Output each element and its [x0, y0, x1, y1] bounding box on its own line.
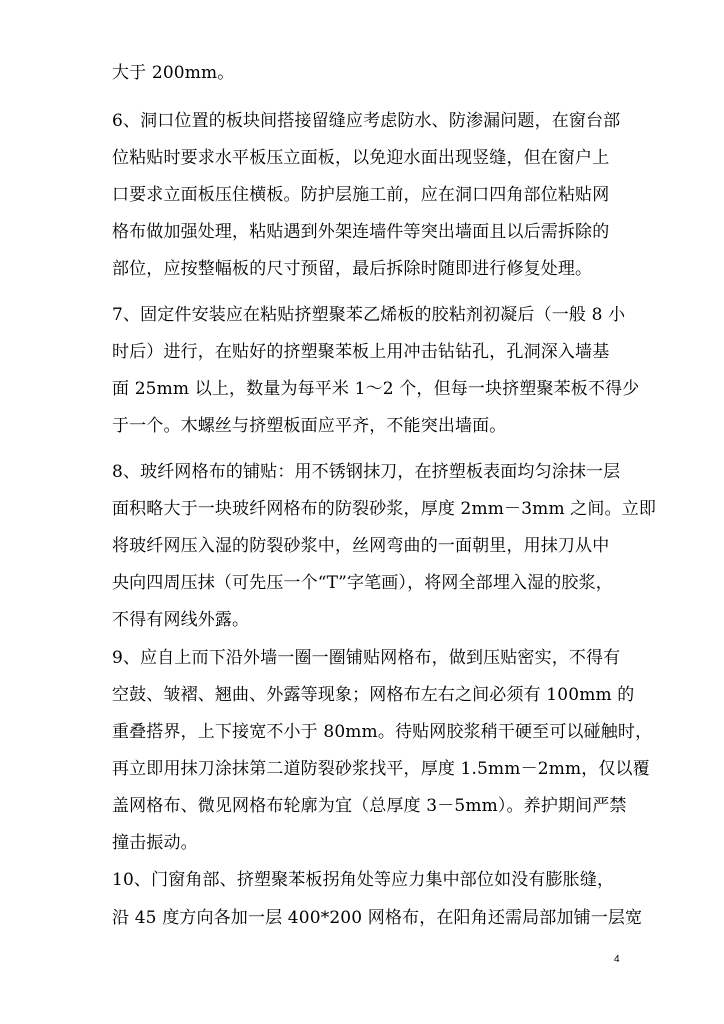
text-line-9: 面 25mm 以上，数量为每平米 1～2 个，但每一块挤塑聚苯板不得少 — [112, 379, 640, 399]
text-line-6: 部位，应按整幅板的尺寸预留，最后拆除时随即进行修复处理。 — [112, 259, 593, 279]
text-line-10: 于一个。木螺丝与挤塑板面应平齐，不能突出墙面。 — [112, 416, 507, 436]
text-line-8: 时后）进行，在贴好的挤塑聚苯板上用冲击钻钻孔，孔洞深入墙基 — [112, 342, 610, 362]
text-line-14: 央向四周压抹（可先压一个“T”字笔画），将网全部埋入湿的胶浆， — [112, 573, 613, 593]
text-line-18: 重叠搭界，上下接宽不小于 80mm。待贴网胶浆稍干硬至可以碰触时， — [112, 722, 653, 742]
text-line-11: 8、玻纤网格布的铺贴：用不锈钢抹刀，在挤塑板表面均匀涂抹一层 — [112, 462, 621, 482]
text-line-20: 盖网格布、微见网格布轮廓为宜（总厚度 3－5mm）。养护期间严禁 — [112, 796, 627, 816]
text-line-12: 面积略大于一块玻纤网格布的防裂砂浆，厚度 2mm－3mm 之间。立即 — [112, 499, 657, 519]
text-line-5: 格布做加强处理，粘贴遇到外架连墙件等突出墙面且以后需拆除的 — [112, 222, 610, 242]
text-line-2: 6、洞口位置的板块间搭接留缝应考虑防水、防渗漏问题，在窗台部 — [112, 111, 621, 131]
text-line-19: 再立即用抹刀涂抹第二道防裂砂浆找平，厚度 1.5mm－2mm，仅以覆 — [112, 759, 650, 779]
text-line-21: 撞击振动。 — [112, 833, 198, 853]
text-line-1: 大于 200mm。 — [112, 63, 235, 83]
text-line-17: 空鼓、皱褶、翘曲、外露等现象；网格布左右之间必须有 100mm 的 — [112, 685, 635, 705]
text-line-4: 口要求立面板压住横板。防护层施工前，应在洞口四角部位粘贴网 — [112, 185, 610, 205]
text-line-16: 9、应自上而下沿外墙一圈一圈铺贴网格布，做到压贴密实，不得有 — [112, 648, 621, 668]
text-line-22: 10、门窗角部、挤塑聚苯板拐角处等应力集中部位如没有膨胀缝， — [112, 870, 615, 890]
text-line-23: 沿 45 度方向各加一层 400*200 网格布，在阳角还需局部加铺一层宽 — [112, 908, 643, 928]
text-line-3: 位粘贴时要求水平板压立面板，以免迎水面出现竖缝，但在窗户上 — [112, 148, 610, 168]
text-line-15: 不得有网线外露。 — [112, 610, 250, 630]
text-line-13: 将玻纤网压入湿的防裂砂浆中，丝网弯曲的一面朝里，用抹刀从中 — [112, 536, 610, 556]
page-number: 4 — [614, 954, 620, 965]
text-line-7: 7、固定件安装应在粘贴挤塑聚苯乙烯板的胶粘剂初凝后（一般 8 小 — [112, 305, 626, 325]
